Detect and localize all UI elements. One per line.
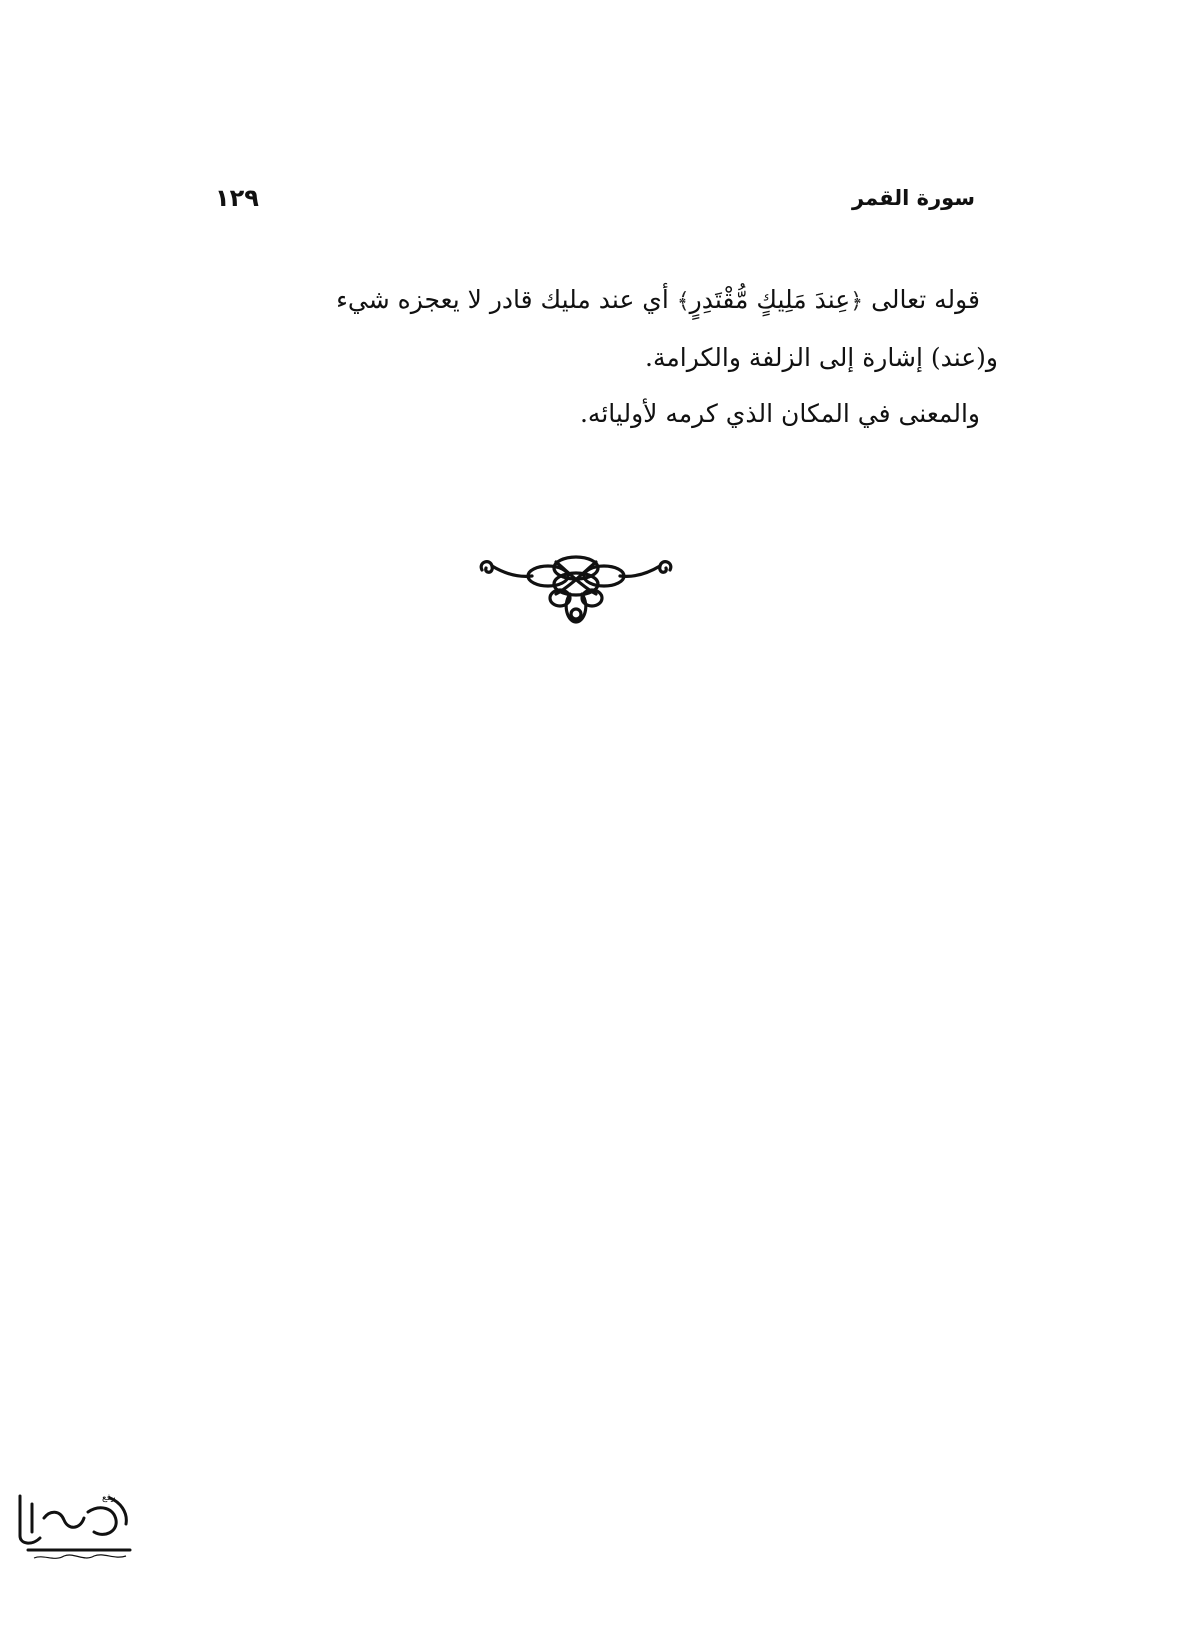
text-line-2: و(عند) إشارة إلى الزلفة والكرامة. — [645, 343, 998, 372]
intro-phrase: قوله تعالى — [871, 285, 980, 314]
page-number: ١٢٩ — [215, 184, 259, 212]
body-text — [150, 272, 998, 442]
surah-title: سورة القمر — [852, 186, 975, 210]
text-line-1 — [150, 272, 980, 330]
commentary-text: أي عند مليك قادر لا يعجزه شيء — [336, 285, 669, 314]
running-header — [205, 186, 975, 226]
calligraphy-seal-icon — [10, 1488, 140, 1568]
quran-bracket-close: ﴾ — [676, 289, 690, 314]
floral-knot-ornament-icon — [476, 548, 676, 628]
text-line-3: والمعنى في المكان الذي كرمه لأوليائه. — [579, 399, 980, 428]
quran-bracket-open: ﴿ — [850, 289, 864, 314]
seal-small-text: رفع — [102, 1493, 116, 1503]
quran-verse: عِندَ مَلِيكٍ مُّقْتَدِرٍ — [689, 285, 851, 314]
